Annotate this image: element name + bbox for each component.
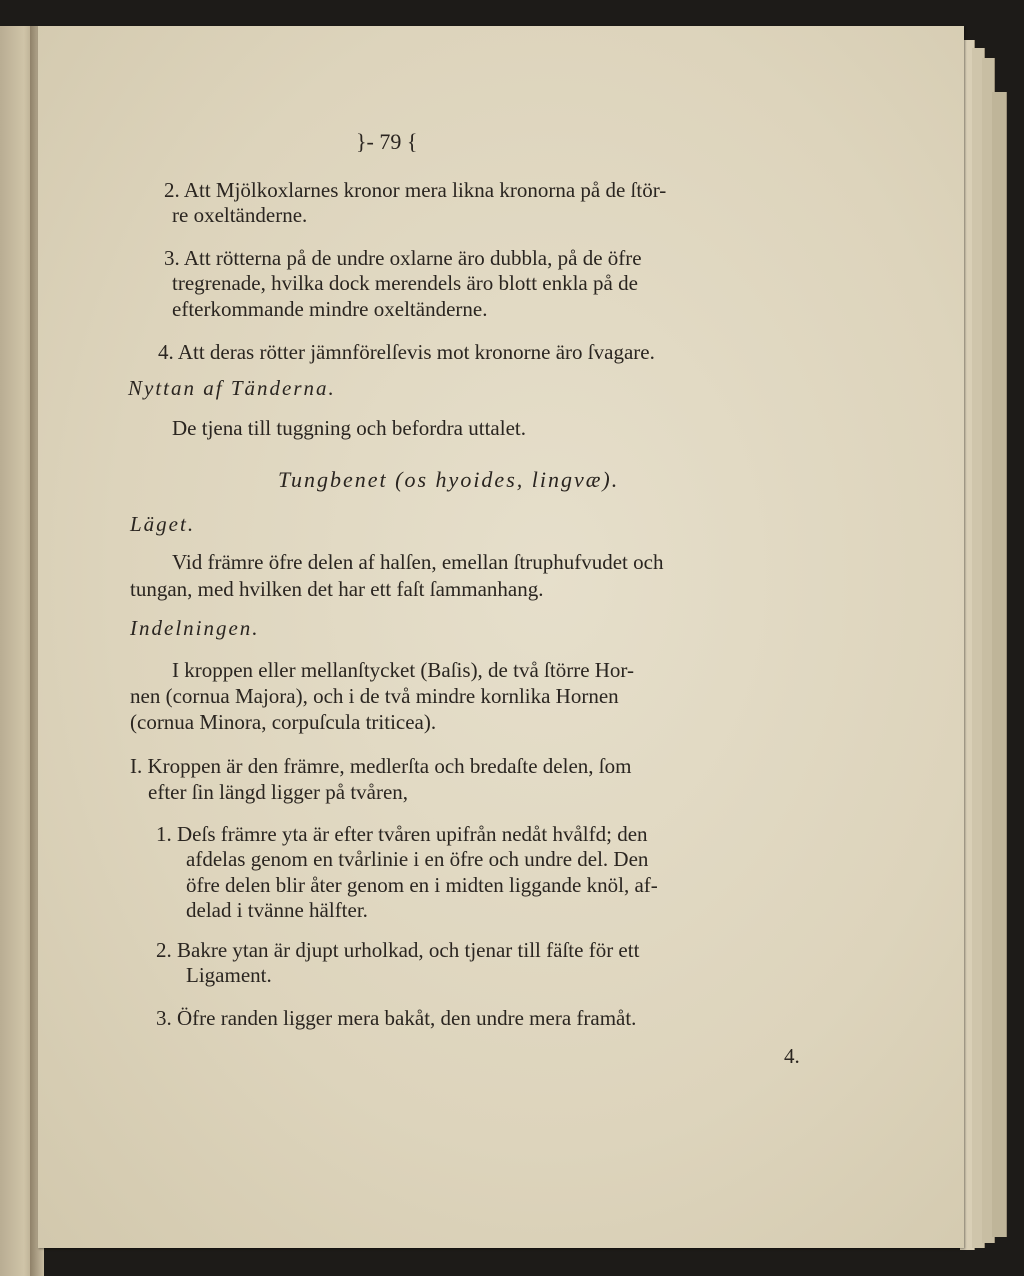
book-page — [38, 26, 964, 1248]
section-title: Tungbenet (os hyoides, lingvæ). — [278, 467, 620, 492]
page-number: }- 79 { — [356, 129, 418, 154]
paragraph-line: I. Kroppen är den främre, medlerſta och bredaſte delen, ſom — [130, 754, 632, 778]
section-heading: Läget. — [130, 512, 196, 536]
list-item: delad i tvänne hälfter. — [186, 898, 368, 922]
section-heading: Nyttan af Tänderna. — [128, 376, 336, 400]
list-item: 2. Bakre ytan är djupt urholkad, och tjenar till fäſte för ett — [156, 938, 640, 962]
list-item: 3. Öfre randen ligger mera bakåt, den undre mera framåt. — [156, 1006, 637, 1030]
list-item: 1. Deſs främre yta är efter tvåren upifrån nedåt hvålfd; den — [156, 822, 648, 846]
paragraph-line: Vid främre öfre delen af halſen, emellan ſtruphufvudet och — [172, 550, 664, 574]
page-edge — [992, 92, 1007, 1237]
list-item: efterkommande mindre oxeltänderne. — [172, 297, 488, 321]
paragraph-line: nen (cornua Majora), och i de två mindre kornlika Hornen — [130, 684, 619, 708]
list-item: 4. Att deras rötter jämnförelſevis mot kronorne äro ſvagare. — [158, 340, 655, 364]
list-item: 3. Att rötterna på de undre oxlarne äro dubbla, på de öfre — [164, 246, 642, 270]
list-item: re oxeltänderne. — [172, 203, 308, 227]
list-item: tregrenade, hvilka dock merendels äro blott enkla på de — [172, 271, 638, 295]
list-item: 2. Att Mjölkoxlarnes kronor mera likna kronorna på de ſtör- — [164, 178, 667, 202]
section-heading: Indelningen. — [130, 616, 260, 640]
paragraph-line: (cornua Minora, corpuſcula triticea). — [130, 710, 437, 734]
list-item: afdelas genom en tvårlinie i en öfre och undre del. Den — [186, 847, 649, 871]
paragraph-line: tungan, med hvilken det har ett faſt ſammanhang. — [130, 577, 544, 601]
list-item: Ligament. — [186, 963, 272, 987]
paragraph-line: I kroppen eller mellanſtycket (Baſis), de två ſtörre Hor- — [172, 658, 634, 682]
list-item: öfre delen blir åter genom en i midten liggande knöl, af- — [186, 873, 658, 897]
paragraph-line: efter ſin längd ligger på tvåren, — [148, 780, 409, 804]
catchword: 4. — [784, 1044, 800, 1068]
paragraph-line: De tjena till tuggning och befordra uttalet. — [172, 416, 526, 440]
